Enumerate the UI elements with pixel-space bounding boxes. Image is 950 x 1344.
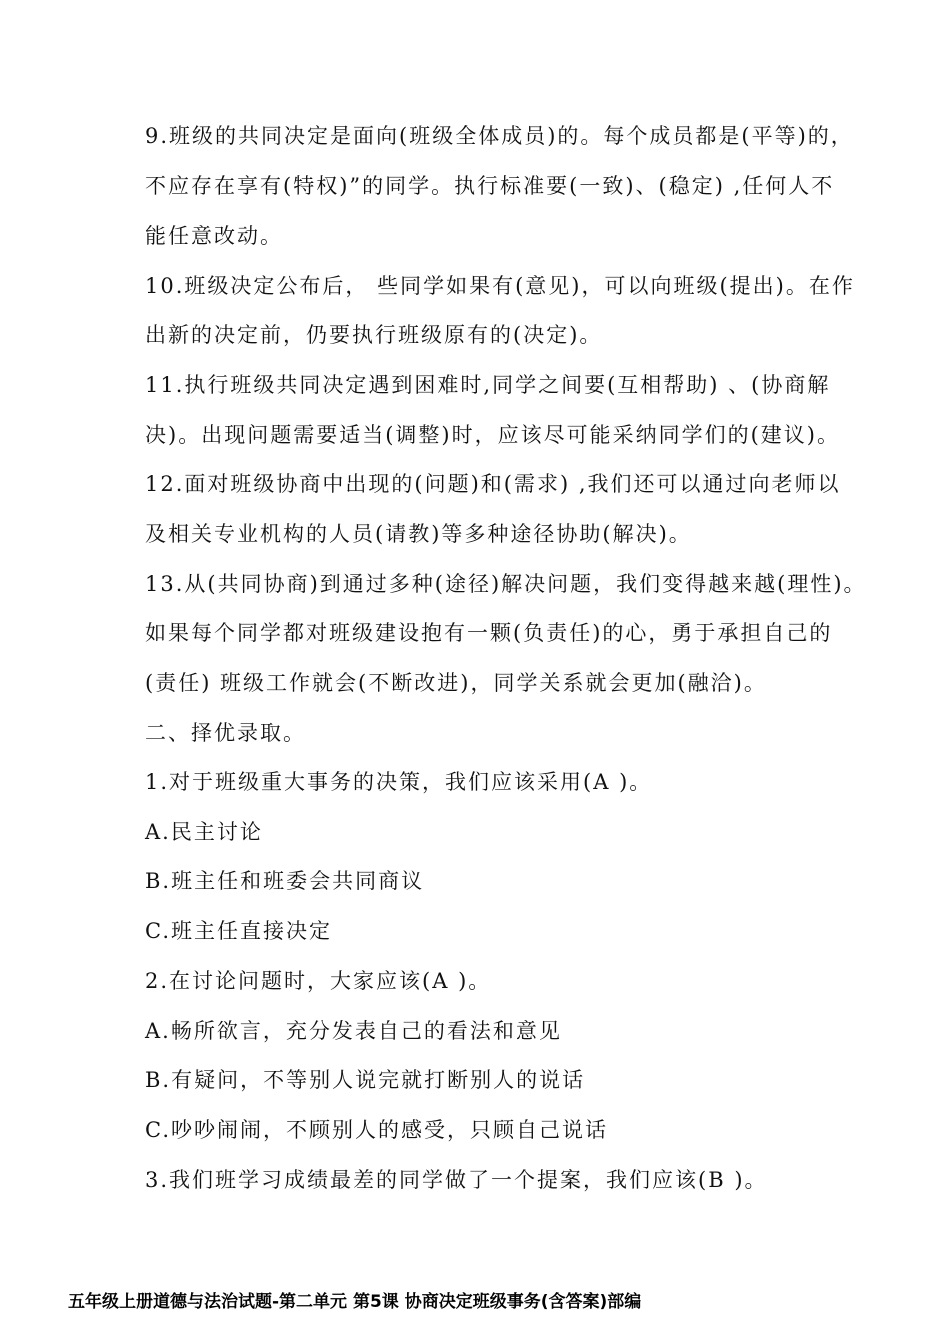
- question-1: 1.对于班级重大事务的决策，我们应该采用(A )。: [145, 770, 653, 794]
- text-line-q12-part1: 12.面对班级协商中出现的(问题)和(需求) ,我们还可以通过向老师以: [145, 472, 841, 496]
- text-line-q9-part1: 9.班级的共同决定是面向(班级全体成员)的。每个成员都是(平等)的，: [145, 124, 854, 148]
- document-footer-title: 五年级上册道德与法治试题-第二单元 第5课 协商决定班级事务(含答案)部编: [68, 1292, 642, 1312]
- text-line-q11-part2: 决)。出现问题需要适当(调整)时，应该尽可能采纳同学们的(建议)。: [145, 423, 840, 447]
- question-2: 2.在讨论问题时，大家应该(A )。: [145, 969, 492, 993]
- question-1-option-c: C.班主任直接决定: [145, 919, 332, 943]
- text-line-q13-part1: 13.从(共同协商)到通过多种(途径)解决问题，我们变得越来越(理性)。: [145, 572, 867, 596]
- question-1-option-b: B.班主任和班委会共同商议: [145, 869, 425, 893]
- text-line-q9-part3: 能任意改动。: [145, 224, 283, 248]
- text-line-q13-part2: 如果每个同学都对班级建设抱有一颗(负责任)的心，勇于承担自己的: [145, 621, 833, 645]
- text-line-q10-part2: 出新的决定前，仍要执行班级原有的(决定)。: [145, 323, 603, 347]
- question-3: 3.我们班学习成绩最差的同学做了一个提案，我们应该(B )。: [145, 1168, 768, 1192]
- question-2-option-a: A.畅所欲言，充分发表自己的看法和意见: [145, 1019, 562, 1043]
- question-2-option-c: C.吵吵闹闹，不顾别人的感受，只顾自己说话: [145, 1118, 608, 1142]
- text-line-q13-part3: (责任) 班级工作就会(不断改进)，同学关系就会更加(融洽)。: [145, 671, 767, 695]
- question-1-option-a: A.民主讨论: [145, 820, 263, 844]
- question-2-option-b: B.有疑问，不等别人说完就打断别人的说话: [145, 1068, 586, 1092]
- text-line-q11-part1: 11.执行班级共同决定遇到困难时,同学之间要(互相帮助) 、(协商解: [145, 373, 831, 397]
- text-line-q10-part1: 10.班级决定公布后， 些同学如果有(意见)，可以向班级(提出)。在作: [145, 274, 855, 298]
- text-line-q12-part2: 及相关专业机构的人员(请教)等多种途径协助(解决)。: [145, 522, 692, 546]
- text-line-q9-part2: 不应存在享有(特权)”的同学。执行标准要(一致)、(稳定) ,任何人不: [145, 174, 835, 198]
- section-heading: 二、择优录取。: [145, 721, 306, 745]
